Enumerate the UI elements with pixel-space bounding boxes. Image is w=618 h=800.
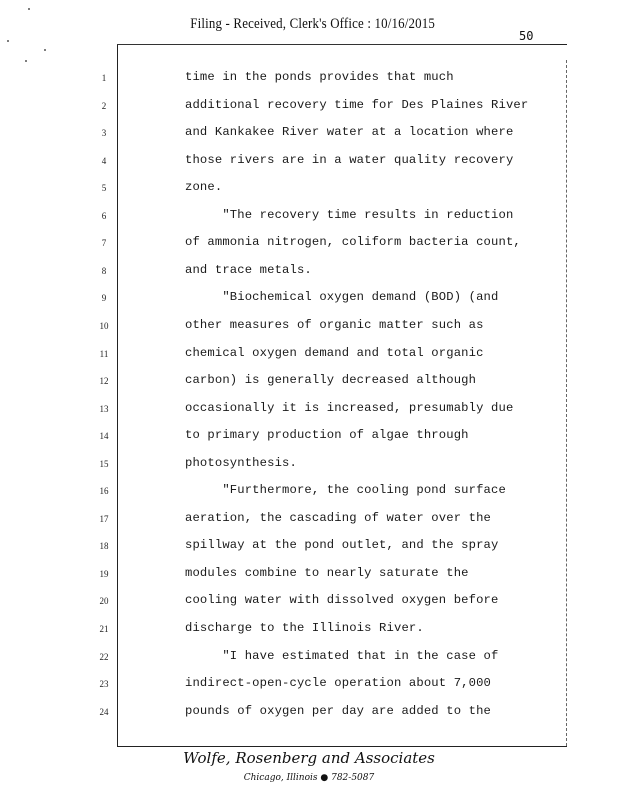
transcript-line: of ammonia nitrogen, coliform bacteria count, bbox=[185, 235, 521, 249]
page-speck bbox=[44, 49, 46, 51]
transcript-frame bbox=[117, 44, 567, 747]
footer-firm-name: Wolfe, Rosenberg and Associates bbox=[183, 749, 435, 767]
line-number: 19 bbox=[99, 569, 109, 579]
transcript-line: and Kankakee River water at a location where bbox=[185, 125, 514, 139]
page-speck bbox=[28, 8, 30, 10]
transcript-line: aeration, the cascading of water over the bbox=[185, 511, 492, 525]
line-number: 20 bbox=[99, 596, 109, 606]
frame-right-tick bbox=[550, 44, 567, 45]
filing-header: Filing - Received, Clerk's Office : 10/16/2015 bbox=[190, 16, 435, 32]
line-number: 3 bbox=[101, 128, 107, 138]
transcript-line: carbon) is generally decreased although bbox=[185, 373, 477, 387]
transcript-line: and trace metals. bbox=[185, 263, 312, 277]
transcript-line: spillway at the pond outlet, and the spray bbox=[185, 538, 499, 552]
line-number: 8 bbox=[101, 266, 107, 276]
transcript-line: "Biochemical oxygen demand (BOD) (and bbox=[185, 290, 499, 304]
line-number: 17 bbox=[99, 514, 109, 524]
transcript-line: modules combine to nearly saturate the bbox=[185, 566, 469, 580]
line-number: 2 bbox=[101, 101, 107, 111]
transcript-line: other measures of organic matter such as bbox=[185, 318, 484, 332]
line-number: 7 bbox=[101, 238, 107, 248]
transcript-line: discharge to the Illinois River. bbox=[185, 621, 424, 635]
transcript-line: "I have estimated that in the case of bbox=[185, 649, 499, 663]
line-number: 9 bbox=[101, 293, 107, 303]
line-number: 24 bbox=[99, 707, 109, 717]
line-number: 10 bbox=[99, 321, 109, 331]
line-number: 1 bbox=[101, 73, 107, 83]
transcript-line: time in the ponds provides that much bbox=[185, 70, 454, 84]
frame-right-border bbox=[566, 60, 568, 746]
line-number: 15 bbox=[99, 459, 109, 469]
transcript-line: zone. bbox=[185, 180, 223, 194]
transcript-line: pounds of oxygen per day are added to the bbox=[185, 704, 492, 718]
transcript-line: occasionally it is increased, presumably due bbox=[185, 401, 514, 415]
transcript-line: "Furthermore, the cooling pond surface bbox=[185, 483, 506, 497]
line-number: 21 bbox=[99, 624, 109, 634]
page-speck bbox=[7, 40, 9, 42]
page-speck bbox=[25, 60, 27, 62]
line-number: 6 bbox=[101, 211, 107, 221]
page-number: 50 bbox=[519, 29, 534, 43]
line-number: 12 bbox=[99, 376, 109, 386]
transcript-line: indirect-open-cycle operation about 7,000 bbox=[185, 676, 492, 690]
line-number: 5 bbox=[101, 183, 107, 193]
frame-top-border bbox=[117, 44, 567, 45]
line-number: 13 bbox=[99, 404, 109, 414]
transcript-line: photosynthesis. bbox=[185, 456, 297, 470]
line-number: 11 bbox=[99, 349, 109, 359]
transcript-line: those rivers are in a water quality recovery bbox=[185, 153, 514, 167]
transcript-line: cooling water with dissolved oxygen before bbox=[185, 593, 499, 607]
line-number: 16 bbox=[99, 486, 109, 496]
transcript-line: chemical oxygen demand and total organic bbox=[185, 346, 484, 360]
transcript-line: to primary production of algae through bbox=[185, 428, 469, 442]
line-number: 22 bbox=[99, 652, 109, 662]
line-number: 18 bbox=[99, 541, 109, 551]
footer-location: Chicago, Illinois ● 782-5087 bbox=[243, 773, 375, 783]
line-number: 14 bbox=[99, 431, 109, 441]
transcript-line: additional recovery time for Des Plaines River bbox=[185, 98, 529, 112]
transcript-line: "The recovery time results in reduction bbox=[185, 208, 514, 222]
line-number: 23 bbox=[99, 679, 109, 689]
line-number: 4 bbox=[101, 156, 107, 166]
